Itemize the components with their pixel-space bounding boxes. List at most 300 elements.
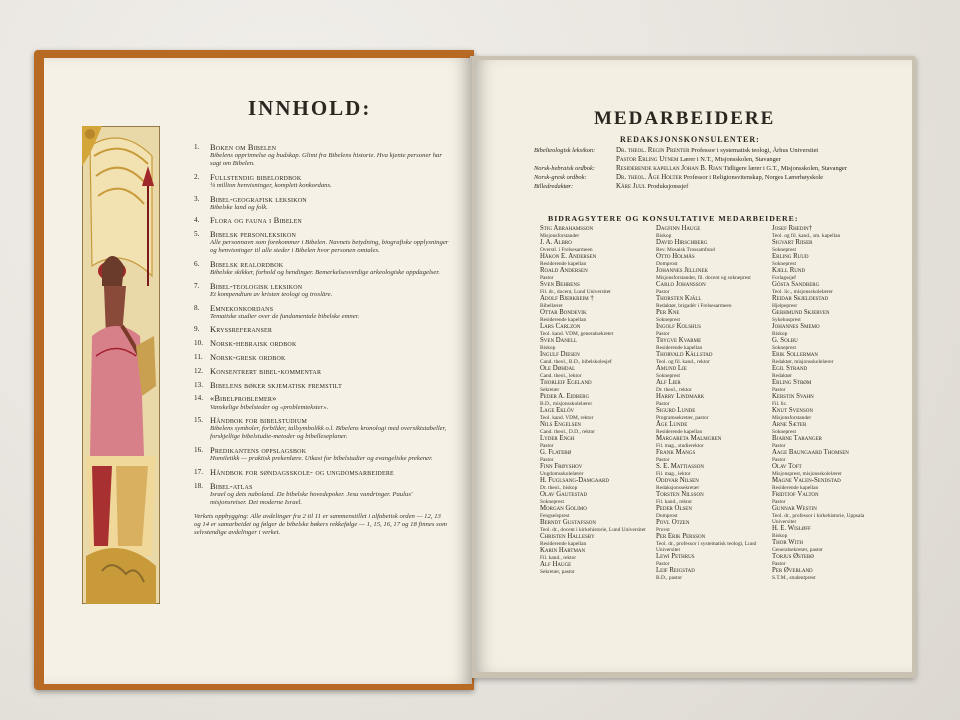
contributor-entry [772, 352, 888, 365]
contributor-entry [772, 540, 888, 553]
contributor-entry [772, 492, 888, 505]
contributor-entry [656, 450, 772, 463]
contributor-title: Sokneprest [772, 428, 796, 435]
contributor-title: Misjonsprest, misjonsskolelærer [772, 470, 842, 477]
item-heading: Norsk-hebraisk ordbok [210, 339, 297, 349]
contributor-title: Pastor [656, 560, 670, 567]
contributor-entry [772, 464, 888, 477]
contributor-name: Håkon E. Andersen [540, 253, 597, 260]
contributor-name: Morgan Golimo [540, 505, 587, 512]
contents-item[interactable] [194, 468, 449, 477]
left-page [44, 58, 472, 684]
contributor-entry [772, 268, 888, 281]
contributors-column [772, 226, 888, 582]
contributor-name: Roald Andersen [540, 267, 588, 274]
contributor-title: Biskop [772, 532, 788, 539]
contents-item[interactable] [194, 195, 449, 212]
contributor-title: Pastor [656, 400, 670, 407]
contributor-name: Otto Holmås [656, 253, 695, 260]
contributor-entry [540, 240, 656, 253]
contributor-title: Hjelpeprest [772, 302, 797, 309]
contributor-entry [656, 310, 772, 323]
contributor-title: Domprost [656, 512, 678, 519]
contributor-name: Olav Toft [772, 463, 802, 470]
item-number: 15. [194, 416, 203, 425]
contributor-entry [540, 450, 656, 463]
structure-note: Verkets oppbygging: Alle avdelinger fra 2 til 11 er sammenstillet i alfabetisk orden — 12, 13 og 14 er samarbeidet og følger de bibelske bøkers rekkefølge — 1, 15, 16, 17 og 18 finnes som selvstendige avdelinger i verket. [194, 512, 447, 537]
contributor-name: Torjus Østebø [772, 553, 814, 560]
contributor-name: Lars Carlzon [540, 323, 581, 330]
item-description: Bibelske land og folk. [210, 203, 268, 211]
contributor-entry [656, 366, 772, 379]
contributor-name: Per Erik Persson [656, 533, 706, 540]
contributor-title: Sokneprest [772, 246, 796, 253]
contributor-name: Lyder Engh [540, 435, 575, 442]
editor-name: Dr. theol. Åge Holter [616, 173, 682, 181]
contributor-entry [540, 338, 656, 351]
contents-item[interactable] [194, 367, 449, 376]
contributor-title: Provst [656, 526, 670, 533]
item-number: 4. [194, 216, 200, 225]
editor-row [534, 155, 894, 164]
item-number: 1. [194, 143, 200, 151]
contributor-name: G. Flatebø [540, 449, 572, 456]
contributor-name: Aage Baungaard Thomsen [772, 449, 849, 456]
contributor-name: G. Solbu [772, 337, 798, 344]
contributor-title: Residerende kapellan [656, 428, 703, 435]
contributor-entry [540, 380, 656, 393]
contributor-title: Domprost [656, 260, 678, 267]
item-number: 3. [194, 194, 200, 203]
item-number: 2. [194, 172, 200, 181]
contributor-name: Arne Sæter [772, 421, 807, 428]
contributor-entry [772, 296, 888, 309]
contributor-name: Trygve Kvarme [656, 337, 702, 344]
item-number: 17. [194, 467, 203, 476]
editor-role: Norsk-gresk ordbok: [534, 174, 587, 181]
item-heading: Emnekonkordans [210, 303, 274, 313]
contributor-entry [540, 296, 656, 309]
contributor-name: Amund Lie [656, 365, 687, 372]
contributor-entry [656, 394, 772, 407]
contents-item[interactable] [194, 143, 449, 168]
contents-item[interactable] [194, 339, 449, 348]
contributor-title: Cand. theol., lektor [540, 372, 582, 379]
contributor-title: Teol. dr., professor i systematisk teologi, Lund Universitet [656, 540, 757, 553]
contents-item[interactable] [194, 381, 449, 390]
contributor-entry [656, 408, 772, 421]
contributor-title: Sokneprest [656, 372, 680, 379]
contributor-title: Sekretær [540, 386, 560, 393]
contributor-name: Carlo Johansson [656, 281, 706, 288]
item-heading: Håndbok for søndagsskole- og ungdomsarbeidere [210, 467, 394, 477]
contributor-entry [656, 254, 772, 267]
item-heading: Kryssreferanser [210, 325, 273, 335]
contributor-title: Fil. lic. [772, 400, 788, 407]
contents-item[interactable] [194, 416, 449, 441]
contributor-name: Thorleif Egeland [540, 379, 592, 386]
contributor-name: Fridtjof Valton [772, 491, 819, 498]
contributor-entry [540, 422, 656, 435]
contributor-entry [656, 226, 772, 239]
editor-role: Norsk-hebraisk ordbok: [534, 165, 595, 172]
contributor-name: Kerstin Svahn [772, 393, 814, 400]
contributor-entry [540, 436, 656, 449]
contributor-title: Residerende kapellan [540, 316, 587, 323]
contributor-entry [656, 282, 772, 295]
contributor-title: Bibellærer [540, 302, 563, 309]
item-heading: Bibel-atlas [210, 481, 253, 491]
contributor-title: B.D., pastor [656, 574, 683, 581]
contributor-title: Teol. og fil. kand., sm. kapellan [772, 232, 841, 239]
contributor-entry [772, 324, 888, 337]
contributor-name: Sigvart Riiser [772, 239, 813, 246]
contributor-name: Sven Behrens [540, 281, 580, 288]
contents-item[interactable] [194, 216, 449, 225]
contributor-title: Residerende kapellan [540, 260, 587, 267]
contributor-entry [772, 226, 888, 239]
editor-desc: Professor i Religionsvitenskap, Norges Lærerhøyskole [683, 174, 824, 181]
contributor-entry [540, 506, 656, 519]
contributor-title: Generalsekretær, pastor [772, 546, 823, 553]
item-number: 6. [194, 259, 200, 268]
contributor-title: Redaksjonssekretær [656, 484, 700, 491]
contributor-name: Thorsten Kjäll [656, 295, 702, 302]
editor-name: Kåre Juul [616, 182, 646, 190]
item-number: 10. [194, 339, 203, 348]
contributor-entry [656, 352, 772, 365]
contributor-name: Johannes Jellinek [656, 267, 708, 274]
contributor-title: Fil. kand., rektor [540, 554, 577, 561]
contributor-name: Adolf Bjerkreim † [540, 295, 594, 302]
contributor-entry [540, 464, 656, 477]
contributor-title: Dr. theol., rektor [656, 386, 692, 393]
contributor-name: Stig Abrahamsson [540, 225, 594, 232]
contributor-entry [772, 366, 888, 379]
contributor-title: Fil. dr., docent, Lund Universitet [540, 288, 611, 295]
item-heading: Konsentrert bibel-kommentar [210, 366, 322, 376]
contributor-entry [772, 568, 888, 581]
item-number: 8. [194, 303, 200, 312]
contributor-name: Harry Lindmark [656, 393, 705, 400]
contributor-title: Fil. mag., lektor [656, 470, 691, 477]
contributor-title: Rev. Mosaisk Trossamfund [656, 246, 715, 253]
contributor-entry [656, 324, 772, 337]
editor-role: Bibelteologisk leksikon: [534, 147, 596, 154]
contributor-entry [540, 520, 656, 533]
contributor-title: Sykehusprest [772, 316, 801, 323]
contributor-title: Sekretær, pastor [540, 568, 575, 575]
contributor-name: Gerhmund Skjerven [772, 309, 830, 316]
contributor-entry [656, 464, 772, 477]
contents-item[interactable] [194, 482, 449, 507]
item-heading: Håndbok for bibelstudium [210, 416, 308, 426]
contributor-entry [772, 436, 888, 449]
contributor-entry [772, 554, 888, 567]
contents-item[interactable] [194, 446, 449, 463]
contributor-entry [540, 548, 656, 561]
editor-desc: Produksjonssjef [647, 183, 689, 190]
contributor-title: Teol. kand. VDM, rektor [540, 414, 594, 421]
contributor-entry [772, 282, 888, 295]
contributor-entry [656, 554, 772, 567]
contributor-entry [540, 324, 656, 337]
contributor-title: Teol. kand. VDM, generalsekreter [540, 330, 614, 337]
editor-desc: Tidligere lærer i G.T., Misjonsskolen, Stavanger [723, 165, 847, 172]
contributor-title: Forlagssjef [772, 274, 796, 281]
item-heading: Bibel-geografisk leksikon [210, 194, 307, 204]
contributor-name: Ingolf Kolshus [656, 323, 701, 330]
contributor-entry [772, 254, 888, 267]
contributor-entry [656, 240, 772, 253]
contributor-title: Sokneprest [656, 316, 680, 323]
contributor-title: Misjonsforstander [772, 414, 812, 421]
contributor-title: Residerende kapellan [656, 344, 703, 351]
contributor-name: Leif Reigstad [656, 567, 695, 574]
contributor-name: Lewi Pethrus [656, 553, 695, 560]
contributor-entry [656, 380, 772, 393]
contents-title: INNHOLD: [248, 96, 372, 120]
item-description: Vanskelige bibelsteder og «problemtekster». [210, 403, 329, 411]
editors-list [534, 146, 894, 191]
contents-item[interactable] [194, 304, 449, 321]
contributors-heading: BIDRAGSYTERE OG KONSULTATIVE MEDARBEIDERE: [548, 214, 799, 223]
contributor-name: Kjell Rund [772, 267, 806, 274]
contributor-entry [772, 478, 888, 491]
contents-list [194, 143, 449, 538]
contributor-entry [540, 268, 656, 281]
contributor-name: Alf Lier [656, 379, 681, 386]
item-description: Bibelens symboler, forbilder, tallsymbolikk o.l. Bibelens kronologi med oversiktstabeller, forskjellige bibelstudie-metoder og bibelleseplaner. [210, 425, 447, 441]
contributor-title: Pastor [540, 274, 554, 281]
item-heading: Predikantens oppslagsbok [210, 445, 307, 455]
item-number: 13. [194, 380, 203, 389]
contributor-name: Ottar Bondevik [540, 309, 587, 316]
contributor-entry [656, 492, 772, 505]
contributor-name: Thorvald Källstad [656, 351, 713, 358]
contributor-title: S.T.M., studentprest [772, 574, 816, 581]
contributor-entry [540, 562, 656, 575]
contributor-name: Knut Svenson [772, 407, 813, 414]
contributor-name: Erling Ruud [772, 253, 809, 260]
contributor-name: Erling Strøm [772, 379, 812, 386]
contributor-title: Pastor [772, 560, 786, 567]
contents-item[interactable] [194, 282, 449, 299]
contributor-title: Teol. dr., docent i kirkehistorie, Lund Universitet [540, 526, 646, 533]
contributor-entry [540, 366, 656, 379]
contributor-name: J. A. Albro [540, 239, 572, 246]
contributor-title: Misjonsforstander, fil. docent og sokneprest [656, 274, 751, 281]
contributor-title: Pastor [772, 442, 786, 449]
contributor-entry [540, 310, 656, 323]
contents-item[interactable] [194, 353, 449, 362]
editor-desc: Lærer i N.T., Misjonsskolen, Stavanger [680, 156, 781, 163]
contributor-title: Pastor [772, 498, 786, 505]
contributor-entry [540, 492, 656, 505]
contributor-name: Sven Danell [540, 337, 578, 344]
contributor-name: Egil Strand [772, 365, 808, 372]
item-heading: «Bibelproblemer» [210, 394, 277, 404]
contributor-title: Cand. theol., B.D., bibelskolesjef [540, 358, 612, 365]
contributor-title: Redaktør [772, 372, 792, 379]
contributor-title: Fil. mag., studierektor [656, 442, 704, 449]
contributor-entry [772, 408, 888, 421]
contributor-name: Oddvar Nilsen [656, 477, 699, 484]
contributor-title: Biskop [656, 232, 672, 239]
contributor-entry [772, 310, 888, 323]
contributor-title: Redaktør, misjonsskolelærer [772, 358, 834, 365]
item-heading: Bibelens bøker skjematisk fremstilt [210, 380, 342, 390]
item-heading: Fullstendig bibelordbok [210, 172, 302, 182]
contributor-name: Karin Hartman [540, 547, 586, 554]
item-heading: Flora og fauna i Bibelen [210, 216, 302, 226]
contributor-entry [540, 394, 656, 407]
contents-item[interactable] [194, 394, 449, 411]
item-number: 16. [194, 445, 203, 454]
contributor-title: Cand. theol., D.D., rektor [540, 428, 595, 435]
contributor-title: Residerende kapellan [772, 484, 819, 491]
contributor-name: Margareta Malmgren [656, 435, 722, 442]
contributor-name: Lage Eklöv [540, 407, 575, 414]
contributor-name: Reidar Skjeldestad [772, 295, 829, 302]
contributor-entry [656, 422, 772, 435]
contributor-entry [540, 282, 656, 295]
editor-row [534, 173, 894, 182]
contributor-title: Programsekretær, pastor [656, 414, 709, 421]
editor-role [534, 155, 616, 164]
contributor-title: Pastor [772, 456, 786, 463]
contributor-title: Sokneprest [540, 498, 564, 505]
editor-row [534, 146, 894, 155]
contributors-column [540, 226, 656, 582]
contributor-name: Christen Hallesby [540, 533, 595, 540]
contributor-entry [540, 226, 656, 239]
contributor-entry [540, 254, 656, 267]
contributor-name: Thor With [772, 539, 804, 546]
contributor-name: Gunnar Westin [772, 505, 817, 512]
contributor-name: Josef Rhedin† [772, 225, 813, 232]
contributor-entry [656, 338, 772, 351]
contributor-entry [656, 568, 772, 581]
editor-desc: Professor i systematisk teologi, Århus Universitet [691, 147, 819, 154]
contributor-entry [656, 534, 772, 553]
contributor-title: Ungdomsskolelærer [540, 470, 584, 477]
contributor-title: Fil. kand., rektor [656, 498, 693, 505]
item-description: Homiletikk — praktisk prekenlære. Utkast for bibelstudier og evangeliske prekener. [210, 455, 433, 463]
editor-row [534, 164, 894, 173]
biblical-figure-illustration [82, 126, 160, 604]
contributor-entry [656, 296, 772, 309]
item-description: Bibelske skikker, forhold og hendinger. Bemerkelsesverdige arkeologiske oppdagelser. [210, 269, 440, 277]
contributor-name: Per Kne [656, 309, 680, 316]
item-heading: Bibelsk realordbok [210, 259, 284, 269]
editor-role: Billedredaktør: [534, 183, 574, 190]
contributor-name: Alf Hauge [540, 561, 572, 568]
contributor-title: Pastor [656, 288, 670, 295]
contributor-entry [540, 408, 656, 421]
contributor-title: Teol. dr., professor i kirkehistorie, Uppsala Universitet [772, 512, 865, 525]
contributor-entry [540, 534, 656, 547]
contributor-name: Frank Mangs [656, 449, 696, 456]
contents-item[interactable] [194, 325, 449, 334]
contributor-entry [772, 526, 888, 539]
contributor-title: B.D., misjonsskolelærer [540, 400, 593, 407]
contributor-name: Olav Gautestad [540, 491, 588, 498]
contributor-name: Povl Otzen [656, 519, 690, 526]
editor-row [534, 182, 894, 191]
contributor-title: Sokneprest [772, 344, 796, 351]
contributor-entry [772, 450, 888, 463]
contributor-name: Per Øverland [772, 567, 813, 574]
contributor-name: Sigurd Lunde [656, 407, 696, 414]
contributor-title: Pastor [656, 330, 670, 337]
contributor-title: Misjonsforstander [540, 232, 580, 239]
contributor-title: Pastor [540, 456, 554, 463]
contributor-name: H. E. Wisløff [772, 525, 811, 532]
item-description: Tematiske studier over de fundamentale bibelske emner. [210, 312, 360, 320]
contributor-title: Redaktør, brigadér i Frelsesarmeen [656, 302, 732, 309]
item-description: ¼ million henvisninger, komplett konkordans. [210, 182, 332, 189]
contributor-entry [772, 380, 888, 393]
contributor-name: Peder A. Eidberg [540, 393, 590, 400]
contents-item[interactable] [194, 260, 449, 277]
contributor-name: Peder Olsen [656, 505, 692, 512]
item-number: 12. [194, 366, 203, 375]
editor-name: Pastor Erling Utnem [616, 155, 679, 163]
contributor-entry [772, 240, 888, 253]
contributor-name: Finn Frøyshov [540, 463, 583, 470]
item-description: Et kompendium av kristen teologi og trosläre. [210, 290, 333, 298]
contributor-title: Pastor [772, 386, 786, 393]
contributor-name: David Hirschberg [656, 239, 708, 246]
contents-item[interactable] [194, 230, 449, 255]
contributor-entry [772, 422, 888, 435]
contributor-entry [772, 394, 888, 407]
item-number: 11. [194, 352, 203, 361]
contributor-name: Erik Sollerman [772, 351, 819, 358]
contributor-title: Pastor [656, 456, 670, 463]
item-description: Alle personnavn som forekommer i Bibelen. Navnets betydning, biografiske opplysninger og henvisninger til alle steder i Bibelen hvor personen omtales. [210, 239, 449, 255]
contributor-name: Gösta Sandberg [772, 281, 820, 288]
item-number: 18. [194, 481, 203, 490]
contributor-title: Teol. og fil. kand., rektor [656, 358, 710, 365]
right-page [474, 60, 912, 672]
contributor-entry [656, 478, 772, 491]
contributor-title: Sokneprest [772, 260, 796, 267]
contributor-entry [656, 506, 772, 519]
item-number: 7. [194, 281, 200, 290]
contributor-name: H. Fuglsang-Damgaard [540, 477, 609, 484]
contents-item[interactable] [194, 173, 449, 190]
contributor-entry [656, 520, 772, 533]
contributor-entry [772, 338, 888, 351]
contributor-title: Pastor [540, 442, 554, 449]
item-description: Israel og dets naboland. De bibelske hovedepoker. Jesu vandringer. Paulus' misjonsreiser. Det moderne Israel. [210, 490, 413, 506]
contributor-title: Dr. theol., biskop [540, 484, 578, 491]
contributor-name: S. E. Mattiasson [656, 463, 704, 470]
contributor-name: Ole Døhdal [540, 365, 576, 372]
item-heading: Boken om Bibelen [210, 143, 277, 152]
item-description: Bibelens opprinnelse og budskap. Glimt fra Bibelens historie. Hva kjente personer har sagt om Bibelen. [210, 152, 442, 168]
contributors-columns [540, 226, 890, 582]
contributor-entry [540, 352, 656, 365]
item-number: 5. [194, 230, 200, 239]
contributor-title: Residerende kapellan [540, 540, 587, 547]
contributors-column [656, 226, 772, 582]
contributors-title: MEDARBEIDERE [594, 108, 776, 129]
item-heading: Bibel-teologisk leksikon [210, 281, 303, 291]
contributor-title: Overstl. i Frelsesarmeen [540, 246, 593, 253]
